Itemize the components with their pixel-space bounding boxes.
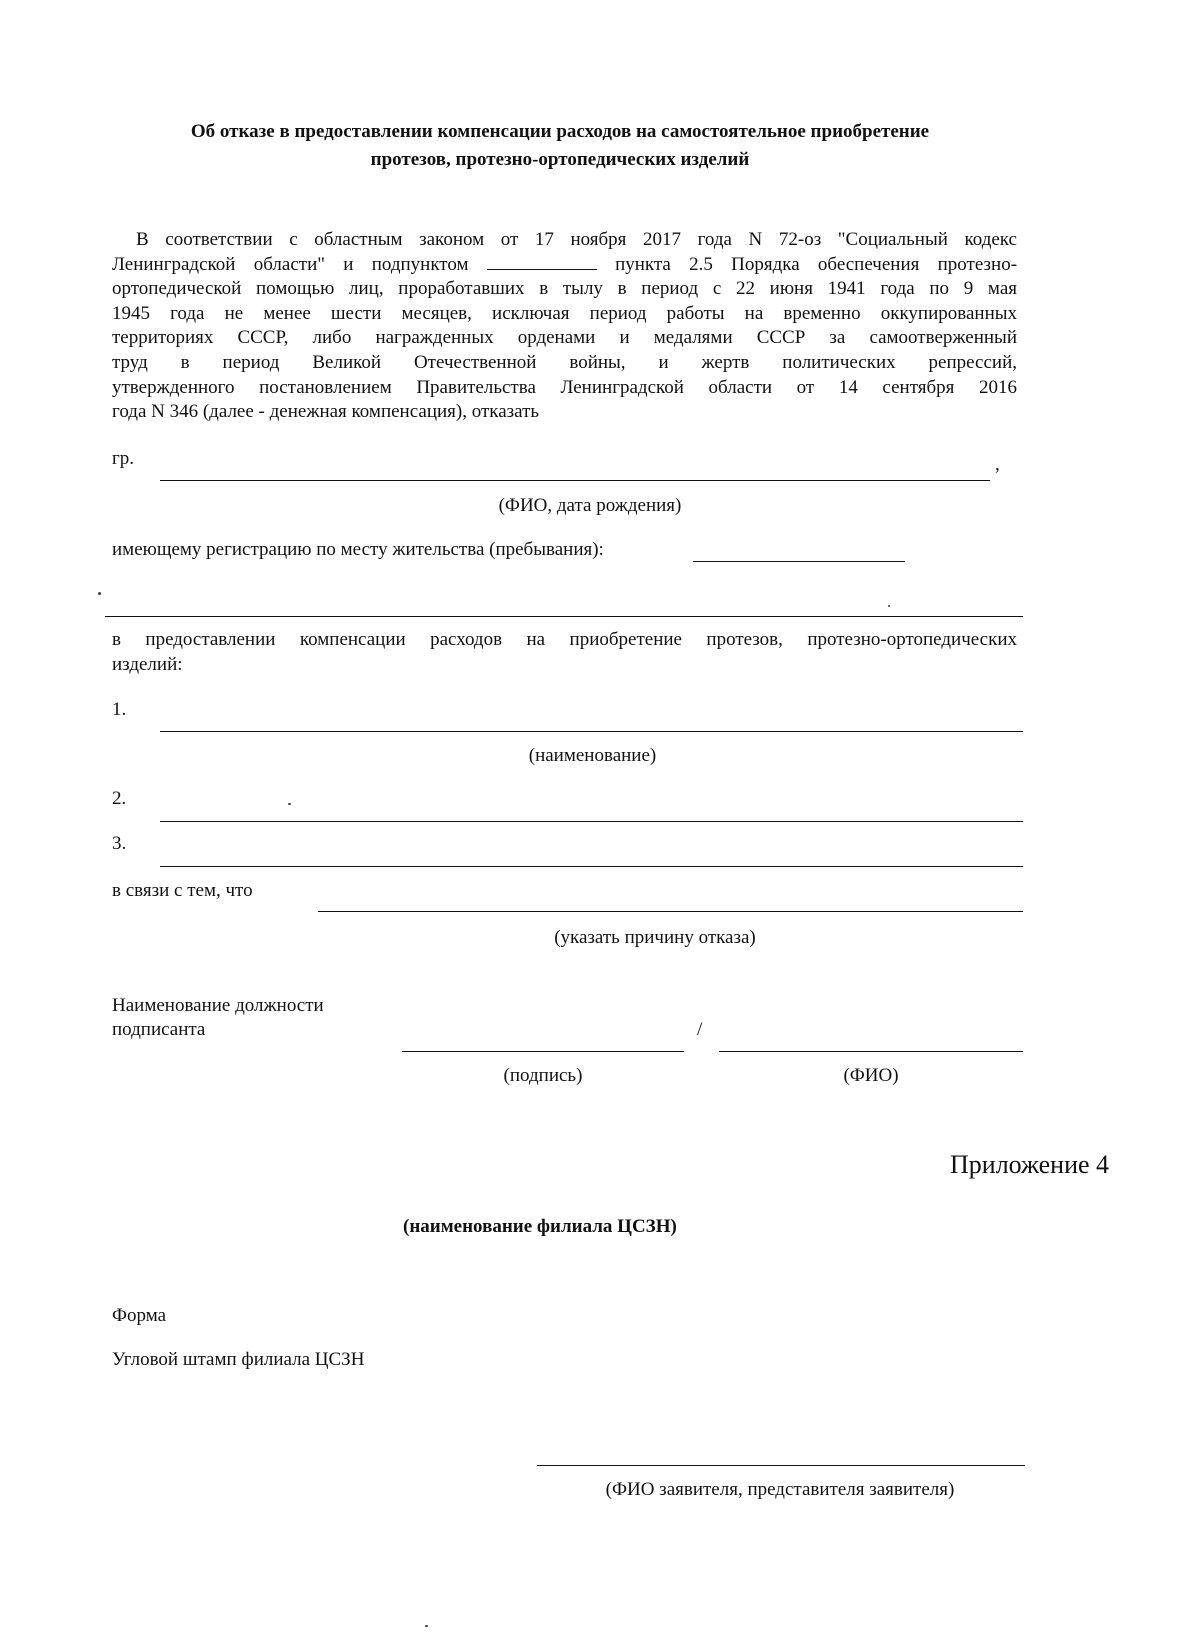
item-1-label: 1. <box>112 699 127 720</box>
subparagraph-blank <box>487 254 597 270</box>
paragraph-line: территориях СССР, либо награжденных орденами и медалями СССР за самоотверженный <box>112 327 1017 349</box>
signature-slash: / <box>697 1019 703 1040</box>
paragraph-line: труд в период Великой Отечественной войны, и жертв политических репрессий, <box>112 351 1017 373</box>
fio-field-line[interactable] <box>160 480 990 481</box>
registration-label: имеющему регистрацию по месту жительства (пребывания): <box>112 539 604 560</box>
main-paragraph <box>112 228 1017 425</box>
title-line-1: Об отказе в предоставлении компенсации расходов на самостоятельное приобретение <box>190 121 930 142</box>
branch-name: (наименование филиала ЦСЗН) <box>403 1216 677 1237</box>
refusal-line-1: в предоставлении компенсации расходов на приобретение протезов, протезно-ортопедических <box>112 629 1017 650</box>
registration-full-line[interactable] <box>105 616 1023 617</box>
paragraph-line: В соответствии с областным законом от 17 ноября 2017 года N 72-оз "Социальный кодекс <box>136 229 1017 250</box>
scan-speck <box>288 803 291 805</box>
signer-fio-caption: (ФИО) <box>843 1065 899 1086</box>
appendix-title: Приложение 4 <box>950 1150 1110 1179</box>
fio-caption: (ФИО, дата рождения) <box>498 495 682 516</box>
applicant-fio-line[interactable] <box>537 1465 1025 1466</box>
signature-caption: (подпись) <box>503 1065 583 1086</box>
corner-stamp-label: Угловой штамп филиала ЦСЗН <box>112 1349 365 1370</box>
paragraph-line: 1945 года не менее шести месяцев, исключая период работы на временно оккупированных <box>112 302 1017 324</box>
item-caption: (наименование) <box>528 745 657 766</box>
scan-speck <box>425 1625 428 1627</box>
applicant-caption: (ФИО заявителя, представителя заявителя) <box>605 1479 955 1500</box>
reason-label: в связи с тем, что <box>112 880 253 901</box>
gr-label: гр. <box>112 448 135 469</box>
signature-line[interactable] <box>402 1051 684 1052</box>
paragraph-line: утвержденного постановлением Правительства Ленинградской области от 14 сентября 2016 <box>112 376 1017 398</box>
paragraph-line-with-blank <box>112 253 1017 278</box>
item-2-label: 2. <box>112 788 127 809</box>
gr-comma: , <box>995 454 1000 475</box>
registration-field-line[interactable] <box>693 561 905 562</box>
document-title <box>110 118 1010 174</box>
item-3-line[interactable] <box>160 866 1023 867</box>
scan-speck <box>98 592 101 595</box>
signer-title-line-2: подписанта <box>112 1019 206 1040</box>
reason-line[interactable] <box>318 911 1023 912</box>
item-2-line[interactable] <box>160 821 1023 822</box>
paragraph-line: ортопедической помощью лиц, проработавших в тылу в период с 22 июня 1941 года по 9 мая <box>112 278 1017 300</box>
paragraph-fragment: Ленинградской области" и подпунктом <box>112 253 469 275</box>
form-label: Форма <box>112 1305 167 1326</box>
item-1-line[interactable] <box>160 731 1023 732</box>
title-line-2: протезов, протезно-ортопедических изделий <box>370 149 750 170</box>
item-3-label: 3. <box>112 833 127 854</box>
reason-caption: (указать причину отказа) <box>554 927 756 948</box>
signer-title-line-1: Наименование должности <box>112 995 324 1016</box>
scan-speck <box>888 605 890 607</box>
paragraph-line: года N 346 (далее - денежная компенсация), отказать <box>112 401 540 423</box>
signer-fio-line[interactable] <box>719 1051 1023 1052</box>
paragraph-fragment: пункта 2.5 Порядка обеспечения протезно- <box>615 253 1018 275</box>
refusal-line-2: изделий: <box>112 654 183 675</box>
